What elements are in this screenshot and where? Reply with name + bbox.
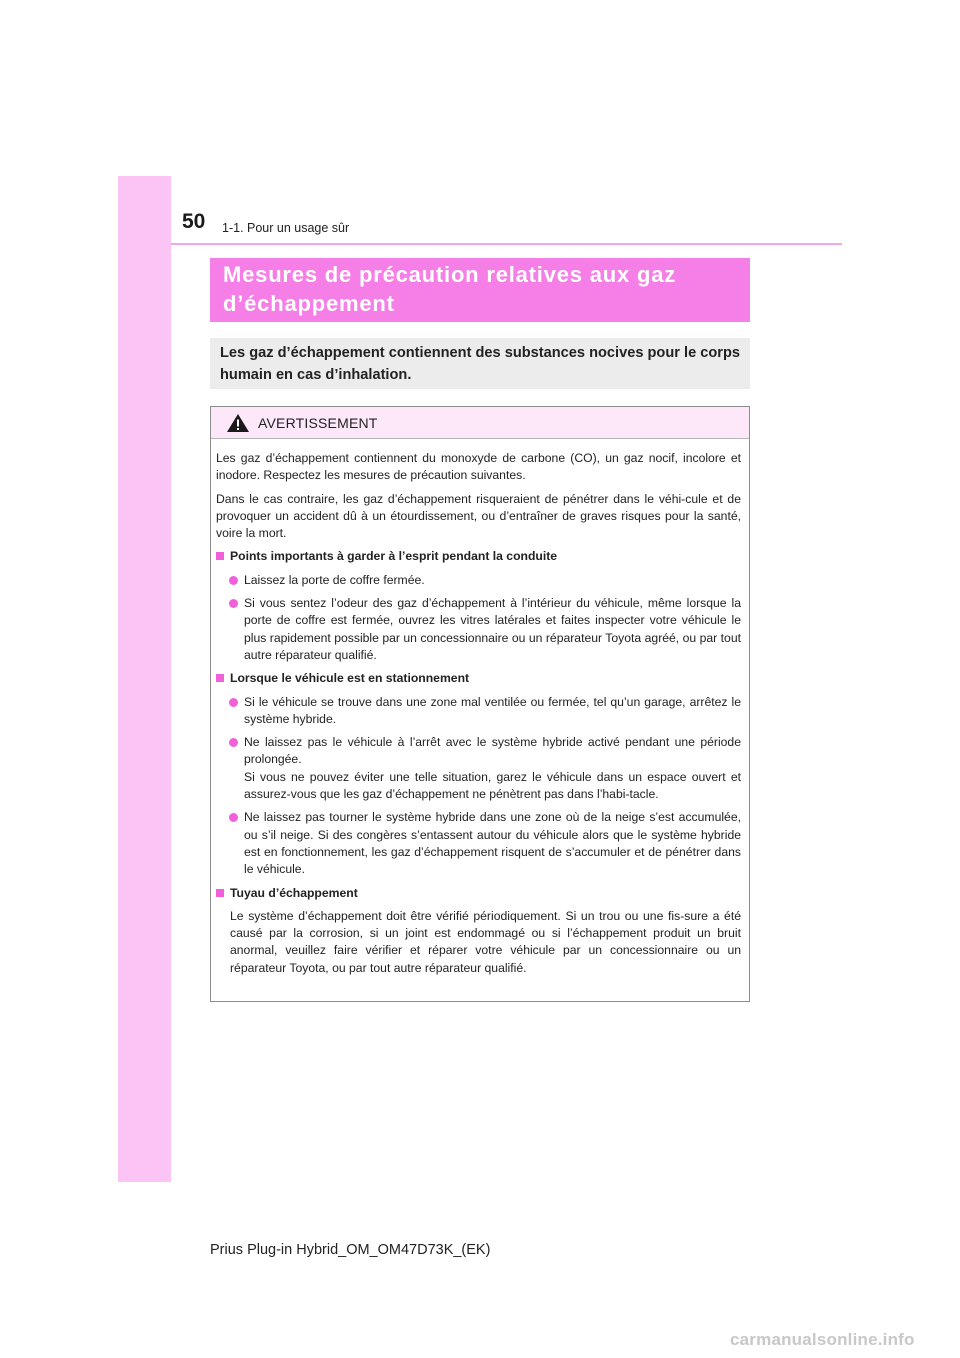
round-bullet-icon — [229, 738, 238, 747]
bullet-item — [216, 572, 741, 589]
header-rule — [171, 243, 842, 245]
bullet-item — [216, 809, 741, 878]
bullet-item — [216, 734, 741, 803]
section-title-line-2: d’échappement — [223, 291, 395, 316]
warning-heading: AVERTISSEMENT — [258, 414, 378, 431]
bullet-item — [216, 595, 741, 664]
section-label: 1-1. Pour un usage sûr — [222, 221, 350, 235]
subsection-heading — [216, 885, 741, 902]
section-title — [210, 258, 750, 322]
page-number: 50 — [182, 210, 206, 233]
bullet-text: Ne laissez pas tourner le système hybride dans une zone où de la neige s’est accumulée, ou s’il neige. Si des congères s’entassent autour du véhicule alors que le système hybride est en fonctionnement, les gaz d’échappement risquent de s’accumuler et de pénétrer dans le véhicule. — [244, 810, 741, 877]
warning-triangle-icon — [226, 413, 250, 433]
bullet-text: Ne laissez pas le véhicule à l’arrêt avec le système hybride activé pendant une période prolongée. — [244, 735, 741, 767]
subsection-heading — [216, 548, 741, 565]
round-bullet-icon — [229, 813, 238, 822]
watermark: carmanualsonline.info — [730, 1330, 915, 1349]
warning-box — [210, 406, 750, 1002]
bullet-text: Si vous sentez l’odeur des gaz d’échappement à l’intérieur du véhicule, même lorsque la porte de coffre est fermée, ouvrez les vitres latérales et faites inspecter votre véhicule le plus rapidement possible par un concessionnaire ou un réparateur Toyota agréé, ou par tout autre réparateur qualifié. — [244, 596, 741, 662]
square-bullet-icon — [216, 552, 224, 560]
footer-model-code: Prius Plug-in Hybrid_OM_OM47D73K_(EK) — [210, 1242, 491, 1258]
warning-body — [211, 439, 749, 977]
round-bullet-icon — [229, 599, 238, 608]
square-bullet-icon — [216, 889, 224, 897]
round-bullet-icon — [229, 576, 238, 585]
warning-header — [211, 407, 749, 439]
bullet-text: Laissez la porte de coffre fermée. — [244, 572, 425, 587]
bullet-text: Si le véhicule se trouve dans une zone mal ventilée ou fermée, tel qu’un garage, arrêtez le système hybride. — [244, 694, 741, 726]
subsection-text: Le système d’échappement doit être vérifié périodiquement. Si un trou ou une fis-sure a été causé par la corrosion, si un joint est endommagé ou si l’échappement produit un bruit anormal, veuillez faire vérifier et réparer votre véhicule par un concessionnaire ou un réparateur Toyota, ou par tout autre réparateur qualifié. — [230, 908, 741, 975]
subsection-heading-text: Points importants à garder à l’esprit pendant la conduite — [230, 549, 558, 564]
side-tab-strip — [118, 176, 171, 1182]
subsection-heading-text: Tuyau d’échappement — [230, 885, 358, 900]
subsection-heading — [216, 670, 741, 687]
intro-summary: Les gaz d’échappement contiennent des substances nocives pour le corps humain en cas d’inhalation. — [210, 338, 750, 389]
warning-paragraph: Les gaz d’échappement contiennent du monoxyde de carbone (CO), un gaz nocif, incolore et inodore. Respectez les mesures de précaution suivantes. — [216, 451, 741, 483]
square-bullet-icon — [216, 674, 224, 682]
warning-paragraph: Dans le cas contraire, les gaz d’échappement risqueraient de pénétrer dans le véhi-cule et de provoquer un accident dû à un étourdissement, ou d’entraîner de graves risques pour la santé, voire la mort. — [216, 491, 741, 541]
bullet-item — [216, 694, 741, 729]
subsection-heading-text: Lorsque le véhicule est en stationnement — [230, 671, 470, 686]
bullet-continuation: Si vous ne pouvez éviter une telle situation, garez le véhicule dans un espace ouvert et assurez-vous que les gaz d’échappement ne pénètrent pas dans l’habi-tacle. — [244, 769, 741, 802]
section-title-line-1: Mesures de précaution relatives aux gaz — [223, 262, 677, 287]
round-bullet-icon — [229, 698, 238, 707]
